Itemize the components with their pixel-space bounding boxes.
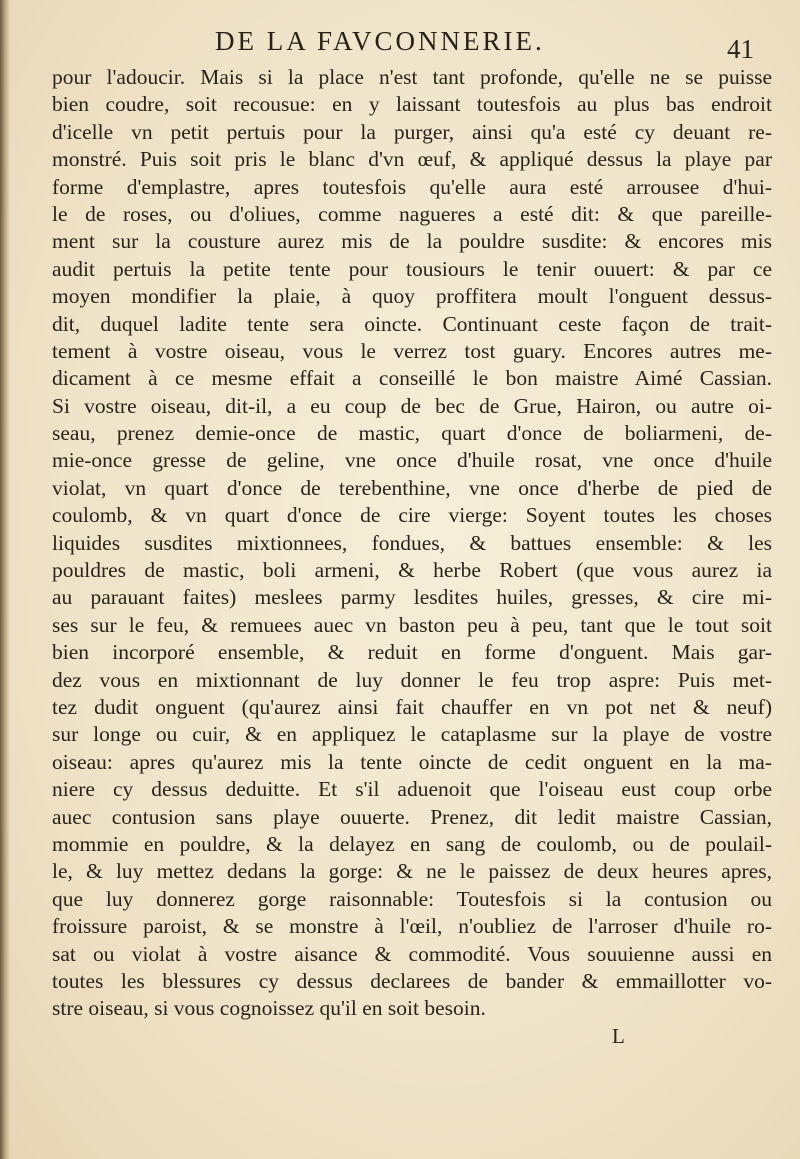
- page-number: 41: [727, 34, 754, 64]
- text-line: coulomb, & vn quart d'once de cire vierge: Soyent toutes les choses: [52, 503, 772, 528]
- text-line: moyen mondifier la plaie, à quoy proffitera moult l'onguent dessus-: [52, 284, 772, 309]
- text-line: seau, prenez demie-once de mastic, quart d'once de boliarmeni, de-: [52, 421, 772, 446]
- text-line: Si vostre oiseau, dit-il, a eu coup de bec de Grue, Hairon, ou autre oi-: [52, 393, 772, 418]
- text-line: pouldres de mastic, boli armeni, & herbe Robert (que vous aurez ia: [52, 558, 772, 583]
- text-line: froissure paroist, & se monstre à l'œil, n'oubliez de l'arroser d'huile ro-: [52, 914, 772, 939]
- text-line: mie-once gresse de geline, vne once d'huile rosat, vne once d'huile: [52, 448, 772, 473]
- text-line: ment sur la cousture aurez mis de la pouldre susdite: & encores mis: [52, 229, 772, 254]
- text-line: pour l'adoucir. Mais si la place n'est tant profonde, qu'elle ne se puisse: [52, 65, 772, 89]
- text-line: stre oiseau, si vous cognoissez qu'il en soit besoin.: [52, 996, 486, 1021]
- text-line: dicament à ce mesme effait a conseillé le bon maistre Aimé Cassian.: [52, 366, 772, 391]
- text-line: mommie en pouldre, & la delayez en sang de coulomb, ou de poulail-: [52, 831, 772, 856]
- text-line: le de roses, ou d'oliues, comme nagueres a esté dit: & que pareille-: [52, 201, 772, 226]
- text-line: sat ou violat à vostre aisance & commodité. Vous souuienne aussi en: [52, 941, 772, 966]
- text-line: niere cy dessus deduitte. Et s'il aduenoit que l'oiseau eust coup orbe: [52, 777, 772, 802]
- text-line: que luy donnerez gorge raisonnable: Toutesfois si la contusion ou: [52, 886, 772, 911]
- text-line: toutes les blessures cy dessus declarees de bander & emmaillotter vo-: [52, 968, 772, 993]
- text-line: monstré. Puis soit pris le blanc d'vn œuf, & appliqué dessus la playe par: [52, 147, 772, 172]
- text-line: dez vous en mixtionnant de luy donner le feu trop aspre: Puis met-: [52, 667, 772, 692]
- text-line: dit, duquel ladite tente sera oincte. Continuant ceste façon de trait-: [52, 311, 772, 336]
- text-line: audit pertuis la petite tente pour tousiours le tenir ouuert: & par ce: [52, 256, 772, 281]
- text-line: au parauant faites) meslees parmy lesdites huiles, gresses, & cire mi-: [52, 585, 772, 610]
- text-line: le, & luy mettez dedans la gorge: & ne le paissez de deux heures apres,: [52, 859, 772, 884]
- text-line: auec contusion sans playe ouuerte. Prenez, dit ledit maistre Cassian,: [52, 804, 772, 829]
- text-line: ses sur le feu, & remuees auec vn baston peu à peu, tant que le tout soit: [52, 612, 772, 637]
- text-line: oiseau: apres qu'aurez mis la tente oincte de cedit onguent en la ma-: [52, 749, 772, 774]
- text-line: violat, vn quart d'once de terebenthine, vne once d'herbe de pied de: [52, 475, 772, 500]
- running-head: [0, 26, 800, 62]
- text-line: d'icelle vn petit pertuis pour la purger, ainsi qu'a esté cy deuant re-: [52, 119, 772, 144]
- text-line: forme d'emplastre, apres toutesfois qu'elle aura esté arrousee d'hui-: [52, 174, 772, 199]
- text-line: bien incorporé ensemble, & reduit en forme d'onguent. Mais gar-: [52, 640, 772, 665]
- text-line: tement à vostre oiseau, vous le verrez tost guary. Encores autres me-: [52, 338, 772, 363]
- body-text: [52, 64, 772, 1023]
- text-line: liquides susdites mixtionnees, fondues, & battues ensemble: & les: [52, 530, 772, 555]
- text-line: bien coudre, soit recousue: en y laissant toutesfois au plus bas endroit: [52, 92, 772, 117]
- text-line: tez dudit onguent (qu'aurez ainsi fait chauffer en vn pot net & neuf): [52, 694, 772, 719]
- text-line: sur longe ou cuir, & en appliquez le cataplasme sur la playe de vostre: [52, 722, 772, 747]
- running-title: DE LA FAVCONNERIE.: [215, 26, 545, 56]
- signature-mark: L: [612, 1024, 625, 1048]
- binding-gutter: [0, 0, 10, 1159]
